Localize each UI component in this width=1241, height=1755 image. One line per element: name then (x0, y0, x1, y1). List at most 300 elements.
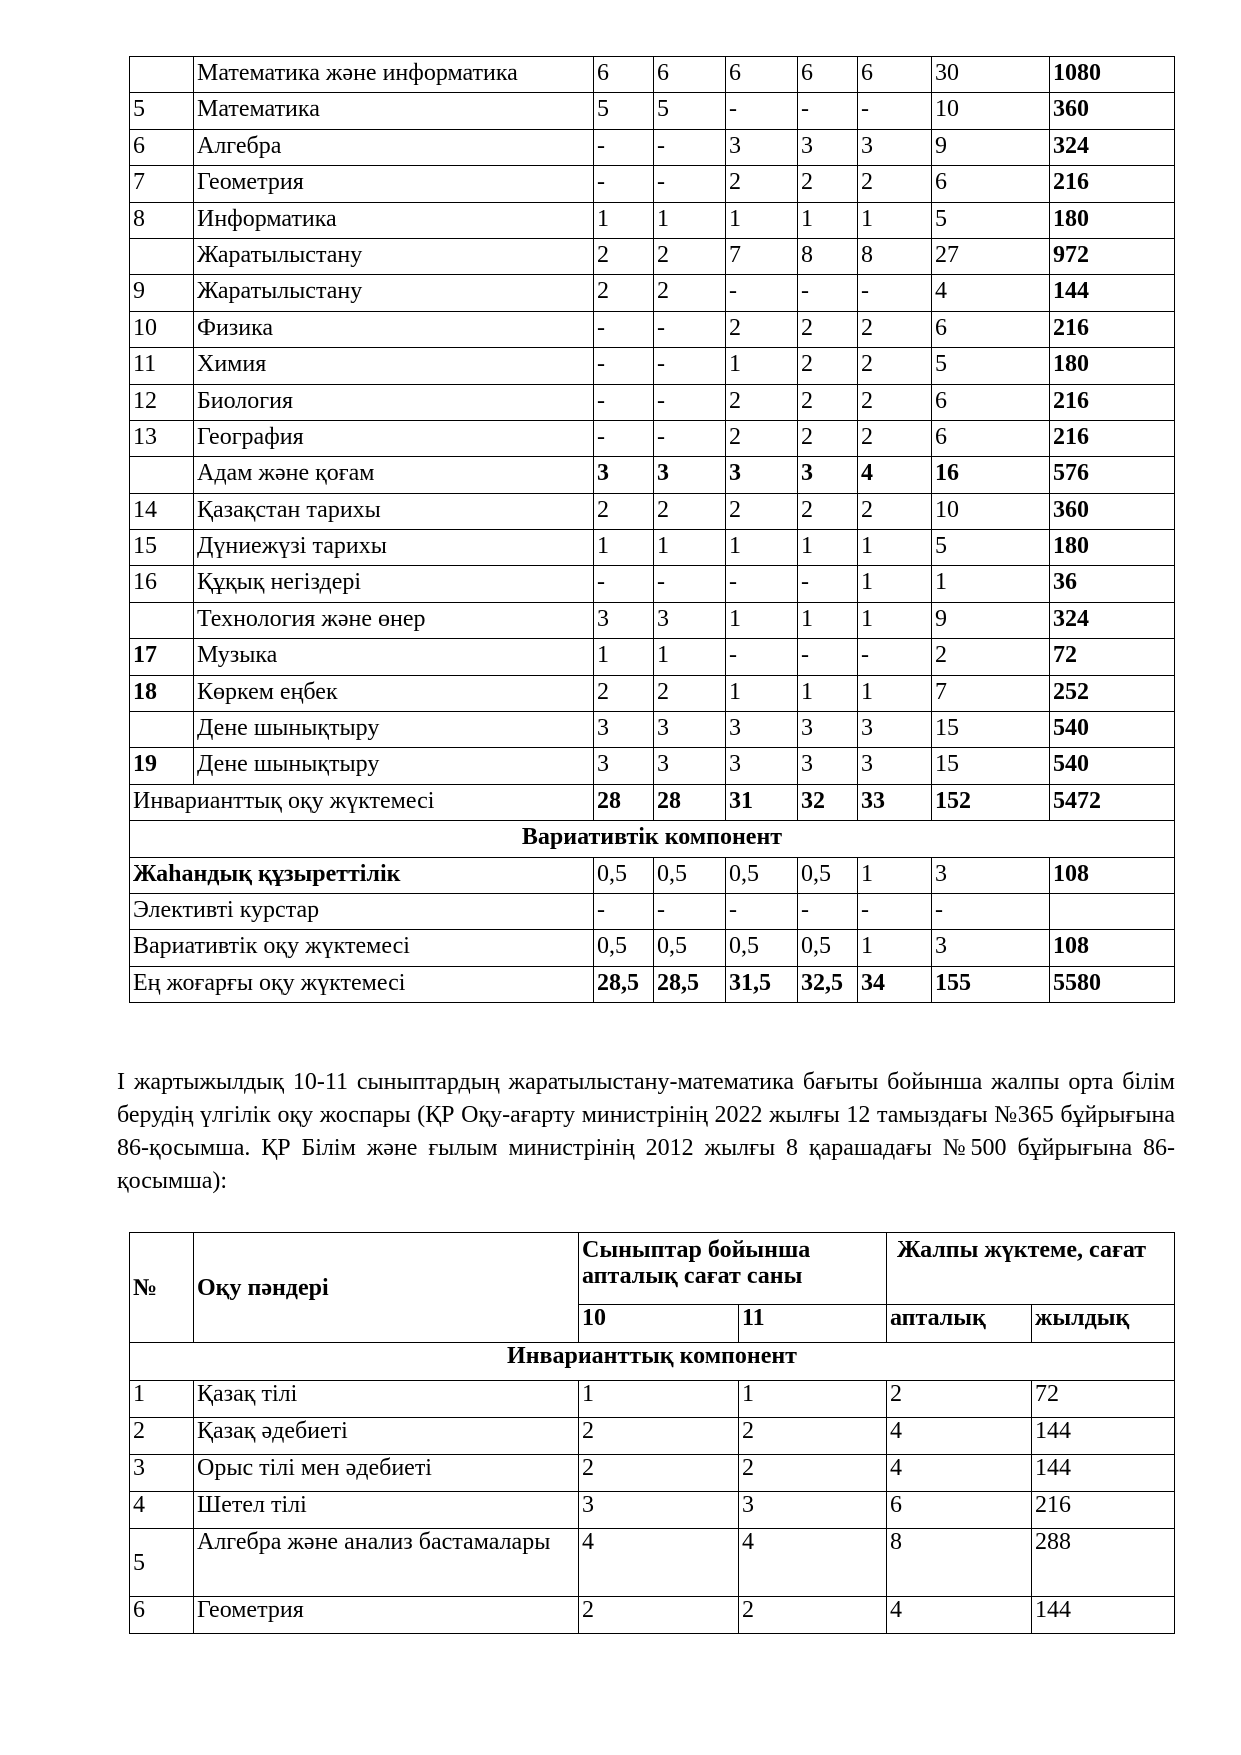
table-row (130, 602, 1175, 638)
summary-cell: - (654, 893, 726, 929)
hours-cell: 3 (726, 457, 798, 493)
hours-cell: 8 (887, 1529, 1032, 1597)
hours-cell: 30 (932, 57, 1050, 93)
hours-cell: 2 (858, 311, 932, 347)
subject-name: Қазақ тілі (194, 1381, 579, 1418)
table-row (130, 129, 1175, 165)
hours-cell: 3 (726, 748, 798, 784)
table-row (130, 1418, 1175, 1455)
summary-cell: 3 (932, 857, 1050, 893)
hours-cell: - (726, 93, 798, 129)
summary-cell: 0,5 (798, 930, 858, 966)
hours-cell: 5 (654, 93, 726, 129)
row-number (130, 57, 194, 93)
hours-cell: - (726, 566, 798, 602)
hours-cell: 3 (594, 457, 654, 493)
hours-cell: 2 (798, 348, 858, 384)
hours-cell: 3 (858, 748, 932, 784)
summary-cell: 28 (654, 784, 726, 820)
table-row (130, 311, 1175, 347)
table-row (130, 493, 1175, 529)
hours-cell: 1 (932, 566, 1050, 602)
row-number: 16 (130, 566, 194, 602)
yearly-total-cell: 144 (1050, 275, 1175, 311)
row-number (130, 457, 194, 493)
hours-cell: - (654, 384, 726, 420)
plan-description-paragraph: І жартыжылдық 10-11 сыныптардың жаратылыстану-математика бағыты бойынша жалпы орта білім берудің үлгілік оқу жоспары (ҚР Оқу-ағарту министрінің 2022 жылғы 12 тамыздағы №365 бұйрығына 86-қосымша. ҚР Білім және ғылым министрінің 2012 жылғы 8 қарашадағы №500 бұйрығына 86- қосымша): (117, 1069, 1175, 1194)
hours-cell: 1 (726, 348, 798, 384)
hours-cell: - (726, 639, 798, 675)
yearly-total-cell: 180 (1050, 530, 1175, 566)
hours-cell: 1 (654, 202, 726, 238)
summary-cell: - (932, 893, 1050, 929)
hours-cell: 6 (932, 384, 1050, 420)
hours-cell: 144 (1032, 1597, 1175, 1634)
summary-cell: 0,5 (594, 930, 654, 966)
hours-cell: 3 (654, 602, 726, 638)
hours-cell: 2 (579, 1418, 739, 1455)
hours-cell: 4 (579, 1529, 739, 1597)
hours-cell: 3 (654, 712, 726, 748)
hours-cell: 5 (932, 202, 1050, 238)
hours-cell: 3 (594, 712, 654, 748)
hours-cell: 2 (654, 238, 726, 274)
hours-cell: 2 (654, 493, 726, 529)
summary-cell: - (594, 893, 654, 929)
subject-name: Технология және өнер (194, 602, 594, 638)
subject-name: Математика және информатика (194, 57, 594, 93)
hours-cell: 1 (594, 639, 654, 675)
subject-name: Информатика (194, 202, 594, 238)
row-number: 1 (130, 1381, 194, 1418)
hours-cell: 3 (798, 748, 858, 784)
hours-cell: 2 (932, 639, 1050, 675)
hours-cell: - (654, 129, 726, 165)
hours-cell: - (654, 566, 726, 602)
hours-cell: 1 (798, 675, 858, 711)
summary-cell: 33 (858, 784, 932, 820)
yearly-total-cell: 36 (1050, 566, 1175, 602)
table-row (130, 1529, 1175, 1597)
hours-cell: 288 (1032, 1529, 1175, 1597)
header-yearly: жылдық (1032, 1305, 1175, 1343)
summary-label: Жаһандық құзыреттілік (130, 857, 594, 893)
table-row (130, 57, 1175, 93)
hours-cell: 2 (726, 420, 798, 456)
hours-cell: 6 (932, 311, 1050, 347)
hours-cell: 2 (579, 1455, 739, 1492)
hours-cell: 1 (739, 1381, 887, 1418)
hours-cell: 2 (739, 1418, 887, 1455)
hours-cell: 2 (579, 1597, 739, 1634)
hours-cell: - (654, 348, 726, 384)
hours-cell: 9 (932, 129, 1050, 165)
hours-cell: 4 (858, 457, 932, 493)
hours-cell: 1 (579, 1381, 739, 1418)
summary-cell: 28 (594, 784, 654, 820)
row-number: 17 (130, 639, 194, 675)
hours-cell: 1 (858, 566, 932, 602)
hours-cell: - (594, 566, 654, 602)
summary-row (130, 857, 1175, 893)
subject-name: Математика (194, 93, 594, 129)
yearly-total-cell: 252 (1050, 675, 1175, 711)
hours-cell: 8 (798, 238, 858, 274)
hours-cell: 27 (932, 238, 1050, 274)
summary-label: Инварианттық оқу жүктемесі (130, 784, 594, 820)
hours-cell: 144 (1032, 1455, 1175, 1492)
subject-name: Жаратылыстану (194, 238, 594, 274)
hours-cell: 3 (654, 748, 726, 784)
yearly-total-cell: 216 (1050, 384, 1175, 420)
table-row (130, 675, 1175, 711)
subject-name: Химия (194, 348, 594, 384)
yearly-total-cell: 72 (1050, 639, 1175, 675)
subject-name: Дене шынықтыру (194, 748, 594, 784)
subject-name: Орыс тілі мен әдебиеті (194, 1455, 579, 1492)
hours-cell: 10 (932, 493, 1050, 529)
hours-cell: 3 (654, 457, 726, 493)
hours-cell: - (798, 275, 858, 311)
table-row (130, 93, 1175, 129)
hours-cell: 6 (594, 57, 654, 93)
hours-cell: 2 (858, 493, 932, 529)
row-number (130, 712, 194, 748)
yearly-total-cell: 180 (1050, 348, 1175, 384)
hours-cell: 1 (654, 639, 726, 675)
hours-cell: 2 (858, 348, 932, 384)
hours-cell: - (858, 275, 932, 311)
hours-cell: - (654, 311, 726, 347)
yearly-total-cell: 540 (1050, 712, 1175, 748)
yearly-total-cell: 576 (1050, 457, 1175, 493)
summary-row (130, 966, 1175, 1002)
summary-cell: - (798, 893, 858, 929)
subject-name: Көркем еңбек (194, 675, 594, 711)
table-row (130, 420, 1175, 456)
summary-yearly (1050, 893, 1175, 929)
hours-cell: 3 (798, 712, 858, 748)
curriculum-table-grades-5-9 (129, 56, 1175, 1003)
subject-name: География (194, 420, 594, 456)
subject-name: Геометрия (194, 166, 594, 202)
hours-cell: 3 (739, 1492, 887, 1529)
hours-cell: 2 (726, 311, 798, 347)
yearly-total-cell: 360 (1050, 93, 1175, 129)
hours-cell: 2 (726, 493, 798, 529)
table-row (130, 566, 1175, 602)
hours-cell: 3 (579, 1492, 739, 1529)
table1-body (130, 57, 1175, 1003)
hours-cell: 5 (932, 530, 1050, 566)
hours-cell: 1 (726, 202, 798, 238)
hours-cell: 1 (726, 530, 798, 566)
hours-cell: 2 (654, 675, 726, 711)
hours-cell: - (594, 311, 654, 347)
table-row (130, 238, 1175, 274)
hours-cell: 6 (654, 57, 726, 93)
table-row (130, 202, 1175, 238)
row-number: 5 (130, 1529, 194, 1597)
subject-name: Алгебра және анализ бастамалары (194, 1529, 579, 1597)
table-row (130, 384, 1175, 420)
summary-cell: 32,5 (798, 966, 858, 1002)
invariant-section-row (130, 1343, 1175, 1381)
subject-name: Алгебра (194, 129, 594, 165)
table2-body (130, 1381, 1175, 1634)
summary-cell: 1 (858, 930, 932, 966)
hours-cell: 9 (932, 602, 1050, 638)
subject-name: Геометрия (194, 1597, 579, 1634)
summary-cell: 1 (858, 857, 932, 893)
row-number: 5 (130, 93, 194, 129)
hours-cell: 4 (739, 1529, 887, 1597)
hours-cell: 7 (932, 675, 1050, 711)
row-number: 2 (130, 1418, 194, 1455)
hours-cell: - (594, 348, 654, 384)
subject-name: Адам және қоғам (194, 457, 594, 493)
hours-cell: 1 (654, 530, 726, 566)
summary-cell: 0,5 (726, 930, 798, 966)
hours-cell: 3 (798, 457, 858, 493)
hours-cell: 2 (798, 311, 858, 347)
subject-name: Қазақстан тарихы (194, 493, 594, 529)
summary-cell: 28,5 (594, 966, 654, 1002)
hours-cell: 1 (798, 530, 858, 566)
summary-yearly: 5472 (1050, 784, 1175, 820)
hours-cell: 1 (858, 202, 932, 238)
hours-cell: 6 (887, 1492, 1032, 1529)
summary-cell: 155 (932, 966, 1050, 1002)
hours-cell: 2 (858, 420, 932, 456)
hours-cell: 144 (1032, 1418, 1175, 1455)
hours-cell: 5 (932, 348, 1050, 384)
hours-cell: 2 (887, 1381, 1032, 1418)
hours-cell: 2 (798, 166, 858, 202)
hours-cell: - (858, 93, 932, 129)
hours-cell: 2 (594, 493, 654, 529)
summary-label: Ең жоғарғы оқу жүктемесі (130, 966, 594, 1002)
summary-row (130, 893, 1175, 929)
row-number (130, 238, 194, 274)
summary-cell: 152 (932, 784, 1050, 820)
hours-cell: - (594, 129, 654, 165)
hours-cell: 2 (798, 384, 858, 420)
hours-cell: 216 (1032, 1492, 1175, 1529)
hours-cell: 6 (932, 420, 1050, 456)
hours-cell: 6 (858, 57, 932, 93)
hours-cell: - (726, 275, 798, 311)
summary-label: Вариативтік оқу жүктемесі (130, 930, 594, 966)
table-row (130, 1597, 1175, 1634)
hours-cell: 2 (739, 1455, 887, 1492)
row-number: 10 (130, 311, 194, 347)
summary-cell: 31 (726, 784, 798, 820)
summary-cell: 0,5 (726, 857, 798, 893)
summary-yearly: 108 (1050, 857, 1175, 893)
hours-cell: - (798, 566, 858, 602)
row-number: 15 (130, 530, 194, 566)
hours-cell: 3 (858, 129, 932, 165)
hours-cell: 2 (858, 166, 932, 202)
variative-section-row (130, 821, 1175, 857)
hours-cell: 6 (726, 57, 798, 93)
summary-cell: 0,5 (654, 930, 726, 966)
hours-cell: 2 (594, 238, 654, 274)
hours-cell: - (594, 384, 654, 420)
summary-cell: - (858, 893, 932, 929)
table2-header-row (130, 1233, 1175, 1305)
subject-name: Дене шынықтыру (194, 712, 594, 748)
table-row (130, 530, 1175, 566)
summary-cell: 3 (932, 930, 1050, 966)
hours-cell: - (654, 420, 726, 456)
header-number: № (130, 1233, 194, 1343)
header-grade-10: 10 (579, 1305, 739, 1343)
hours-cell: - (594, 166, 654, 202)
hours-cell: 3 (726, 129, 798, 165)
hours-cell: 2 (739, 1597, 887, 1634)
hours-cell: - (594, 420, 654, 456)
subject-name: Музыка (194, 639, 594, 675)
header-subjects: Оқу пәндері (194, 1233, 579, 1343)
hours-cell: 1 (858, 530, 932, 566)
yearly-total-cell: 216 (1050, 311, 1175, 347)
header-weekly-hours: Сыныптар бойынша апталық сағат саны (579, 1233, 887, 1305)
hours-cell: 2 (594, 675, 654, 711)
summary-cell: 32 (798, 784, 858, 820)
row-number: 11 (130, 348, 194, 384)
hours-cell: - (654, 166, 726, 202)
hours-cell: 5 (594, 93, 654, 129)
hours-cell: 8 (858, 238, 932, 274)
summary-cell: 0,5 (654, 857, 726, 893)
hours-cell: 6 (932, 166, 1050, 202)
row-number: 6 (130, 129, 194, 165)
row-number: 13 (130, 420, 194, 456)
table-row (130, 1381, 1175, 1418)
row-number: 12 (130, 384, 194, 420)
subject-name: Биология (194, 384, 594, 420)
hours-cell: 4 (887, 1418, 1032, 1455)
summary-yearly: 108 (1050, 930, 1175, 966)
row-number: 7 (130, 166, 194, 202)
row-number: 6 (130, 1597, 194, 1634)
hours-cell: 1 (726, 675, 798, 711)
hours-cell: 2 (654, 275, 726, 311)
yearly-total-cell: 324 (1050, 602, 1175, 638)
hours-cell: 4 (887, 1597, 1032, 1634)
hours-cell: 2 (798, 493, 858, 529)
summary-label: Элективті курстар (130, 893, 594, 929)
yearly-total-cell: 216 (1050, 420, 1175, 456)
row-number: 14 (130, 493, 194, 529)
table-row (130, 1492, 1175, 1529)
hours-cell: 7 (726, 238, 798, 274)
hours-cell: 1 (858, 602, 932, 638)
hours-cell: 10 (932, 93, 1050, 129)
summary-cell: 28,5 (654, 966, 726, 1002)
summary-cell: - (726, 893, 798, 929)
table-row (130, 348, 1175, 384)
subject-name: Қазақ әдебиеті (194, 1418, 579, 1455)
table-row (130, 639, 1175, 675)
yearly-total-cell: 360 (1050, 493, 1175, 529)
hours-cell: 1 (858, 675, 932, 711)
hours-cell: - (798, 93, 858, 129)
hours-cell: 2 (726, 384, 798, 420)
summary-cell: 0,5 (798, 857, 858, 893)
hours-cell: 15 (932, 712, 1050, 748)
hours-cell: 2 (858, 384, 932, 420)
yearly-total-cell: 324 (1050, 129, 1175, 165)
table-row (130, 457, 1175, 493)
hours-cell: 4 (932, 275, 1050, 311)
yearly-total-cell: 180 (1050, 202, 1175, 238)
subject-name: Шетел тілі (194, 1492, 579, 1529)
subject-name: Физика (194, 311, 594, 347)
hours-cell: 2 (594, 275, 654, 311)
hours-cell: 16 (932, 457, 1050, 493)
row-number (130, 602, 194, 638)
header-grade-11: 11 (739, 1305, 887, 1343)
subject-name: Құқық негіздері (194, 566, 594, 602)
table-row (130, 1455, 1175, 1492)
yearly-total-cell: 540 (1050, 748, 1175, 784)
row-number: 18 (130, 675, 194, 711)
hours-cell: 3 (858, 712, 932, 748)
variative-component-heading: Вариативтік компонент (130, 821, 1175, 857)
table-row (130, 166, 1175, 202)
row-number: 9 (130, 275, 194, 311)
hours-cell: 2 (726, 166, 798, 202)
summary-yearly: 5580 (1050, 966, 1175, 1002)
table-row (130, 712, 1175, 748)
summary-cell: 31,5 (726, 966, 798, 1002)
hours-cell: - (858, 639, 932, 675)
summary-cell: 34 (858, 966, 932, 1002)
hours-cell: 6 (798, 57, 858, 93)
subject-name: Жаратылыстану (194, 275, 594, 311)
summary-row (130, 784, 1175, 820)
row-number: 19 (130, 748, 194, 784)
table-row (130, 748, 1175, 784)
header-total-load: Жалпы жүктеме, сағат (887, 1233, 1175, 1305)
hours-cell: 3 (798, 129, 858, 165)
hours-cell: - (798, 639, 858, 675)
hours-cell: 4 (887, 1455, 1032, 1492)
hours-cell: 1 (594, 530, 654, 566)
curriculum-table-grades-10-11 (129, 1232, 1175, 1634)
hours-cell: 1 (798, 202, 858, 238)
hours-cell: 2 (798, 420, 858, 456)
row-number: 3 (130, 1455, 194, 1492)
summary-cell: 0,5 (594, 857, 654, 893)
yearly-total-cell: 216 (1050, 166, 1175, 202)
hours-cell: 1 (594, 202, 654, 238)
hours-cell: 3 (594, 602, 654, 638)
hours-cell: 1 (726, 602, 798, 638)
hours-cell: 3 (594, 748, 654, 784)
yearly-total-cell: 1080 (1050, 57, 1175, 93)
table-row (130, 275, 1175, 311)
yearly-total-cell: 972 (1050, 238, 1175, 274)
hours-cell: 1 (798, 602, 858, 638)
hours-cell: 15 (932, 748, 1050, 784)
row-number: 4 (130, 1492, 194, 1529)
invariant-component-heading: Инварианттық компонент (130, 1343, 1175, 1381)
hours-cell: 72 (1032, 1381, 1175, 1418)
